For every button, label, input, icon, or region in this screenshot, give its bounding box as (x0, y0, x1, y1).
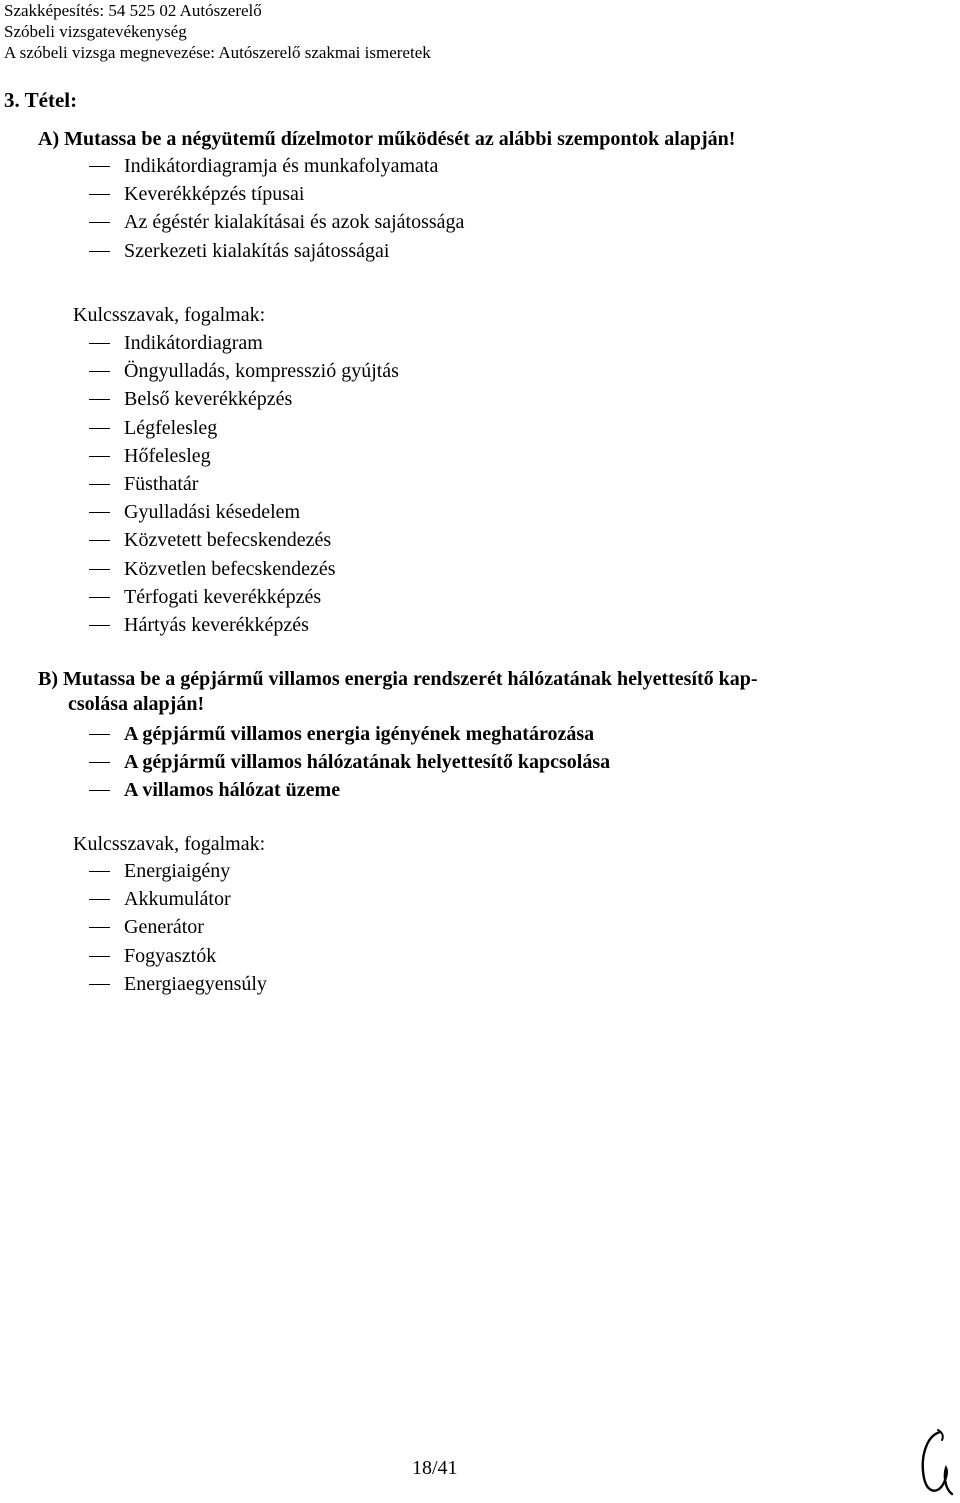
dash-bullet (89, 762, 110, 763)
list-item: Hőfelesleg (89, 442, 399, 470)
section-a-title: A) Mutassa be a négyütemű dízelmotor működését az alábbi szempontok alapján! (38, 128, 736, 150)
dash-bullet (89, 871, 110, 872)
dash-bullet (89, 194, 110, 195)
list-item: Légfelesleg (89, 414, 399, 442)
item-number-title: 3. Tétel: (4, 88, 78, 112)
dash-bullet (89, 456, 110, 457)
section-a-keywords-title: Kulcsszavak, fogalmak: (73, 304, 266, 326)
header-exam-activity: Szóbeli vizsgatevékenység (4, 22, 187, 41)
section-b-keywords (89, 857, 267, 998)
dash-bullet (89, 899, 110, 900)
dash-bullet (89, 984, 110, 985)
dash-bullet (89, 597, 110, 598)
list-item: Indikátordiagram (89, 329, 399, 357)
dash-bullet (89, 790, 110, 791)
list-item: A gépjármű villamos energia igényének meghatározása (89, 720, 610, 748)
dash-bullet (89, 399, 110, 400)
list-item: Közvetlen befecskendezés (89, 555, 399, 583)
dash-bullet (89, 251, 110, 252)
list-item: Közvetett befecskendezés (89, 526, 399, 554)
list-item: A villamos hálózat üzeme (89, 776, 610, 804)
list-item: Energiaigény (89, 857, 267, 885)
list-item: Keverékképzés típusai (89, 180, 464, 208)
dash-bullet (89, 371, 110, 372)
section-b-title-line2: csolása alapján! (68, 693, 205, 715)
section-b-title-line1: B) Mutassa be a gépjármű villamos energia rendszerét hálózatának helyettesítő kap- (38, 668, 758, 690)
list-item: Generátor (89, 913, 267, 941)
handwritten-initial-signature (918, 1428, 954, 1500)
list-item: A gépjármű villamos hálózatának helyettesítő kapcsolása (89, 748, 610, 776)
dash-bullet (89, 927, 110, 928)
page-number: 18/41 (412, 1457, 458, 1479)
section-a-points (89, 152, 464, 265)
list-item: Az égéstér kialakításai és azok sajátossága (89, 208, 464, 236)
header-qualification: Szakképesítés: 54 525 02 Autószerelő (4, 1, 262, 20)
list-item: Gyulladási késedelem (89, 498, 399, 526)
dash-bullet (89, 343, 110, 344)
section-b-title (38, 667, 758, 717)
dash-bullet (89, 956, 110, 957)
list-item: Térfogati keverékképzés (89, 583, 399, 611)
dash-bullet (89, 734, 110, 735)
dash-bullet (89, 625, 110, 626)
header-exam-name: A szóbeli vizsga megnevezése: Autószerelő szakmai ismeretek (4, 43, 431, 62)
section-a-keywords (89, 329, 399, 639)
list-item: Füsthatár (89, 470, 399, 498)
list-item: Szerkezeti kialakítás sajátosságai (89, 237, 464, 265)
document-header (4, 0, 431, 63)
dash-bullet (89, 512, 110, 513)
dash-bullet (89, 166, 110, 167)
list-item: Öngyulladás, kompresszió gyújtás (89, 357, 399, 385)
dash-bullet (89, 540, 110, 541)
dash-bullet (89, 222, 110, 223)
list-item: Indikátordiagramja és munkafolyamata (89, 152, 464, 180)
dash-bullet (89, 569, 110, 570)
dash-bullet (89, 428, 110, 429)
list-item: Belső keverékképzés (89, 385, 399, 413)
section-b-keywords-title: Kulcsszavak, fogalmak: (73, 833, 266, 855)
section-b-points (89, 720, 610, 805)
list-item: Akkumulátor (89, 885, 267, 913)
list-item: Hártyás keverékképzés (89, 611, 399, 639)
list-item: Fogyasztók (89, 942, 267, 970)
dash-bullet (89, 484, 110, 485)
list-item: Energiaegyensúly (89, 970, 267, 998)
